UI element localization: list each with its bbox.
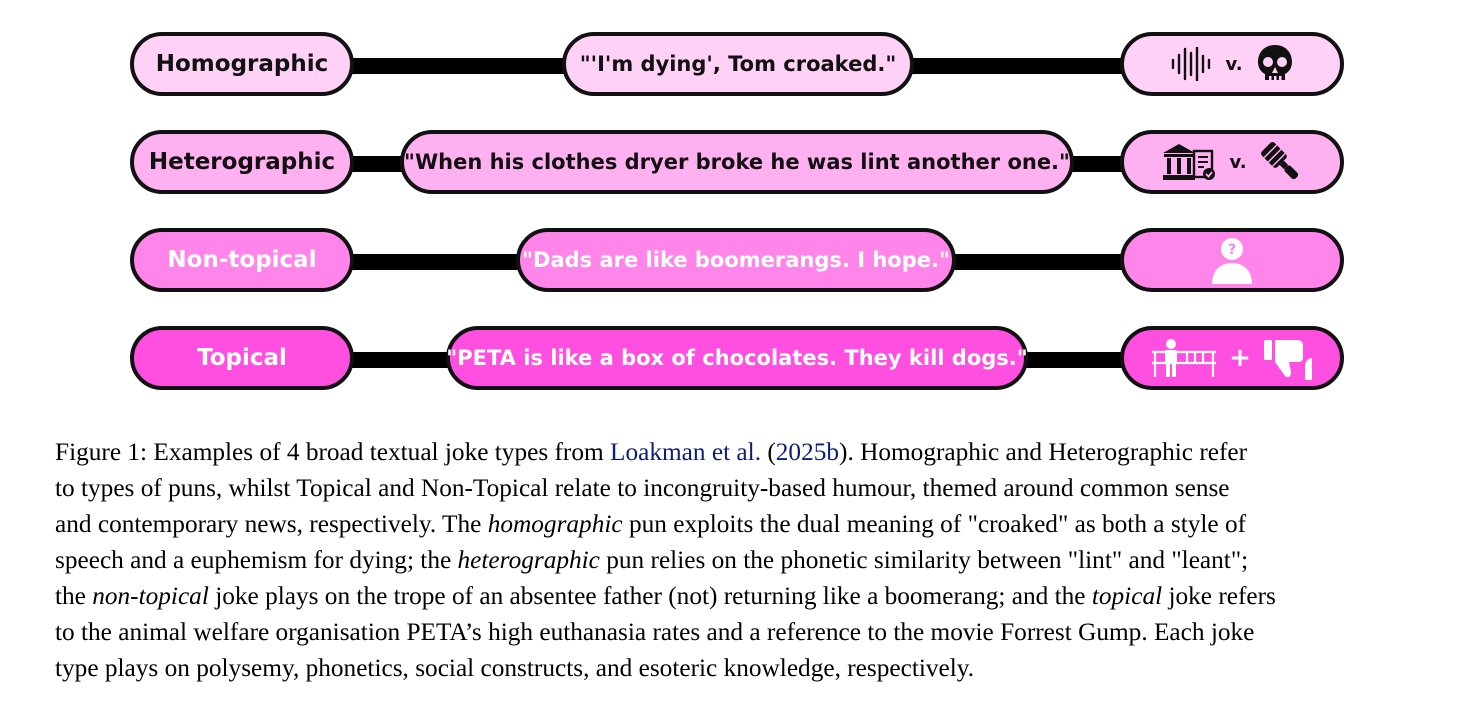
- icons-homographic: [1120, 32, 1344, 96]
- person-on-bench-icon: [1151, 338, 1217, 378]
- bank-loan-document-icon: [1161, 141, 1217, 183]
- figure-caption: [55, 434, 1417, 686]
- example-homographic: "'I'm dying', Tom croaked.": [562, 32, 914, 96]
- caption-line-4: speech and a euphemism for dying; the heterographic pun relies on the phonetic similarity between "lint" and "leant";: [55, 546, 1249, 574]
- lint-roller-icon: [1259, 140, 1303, 184]
- caption-line-7: type plays on polysemy, phonetics, social constructs, and esoteric knowledge, respectively.: [55, 654, 975, 682]
- citation-year-link[interactable]: 2025b: [775, 438, 840, 466]
- icons-non-topical: [1120, 228, 1344, 292]
- caption-line-2: to types of puns, whilst Topical and Non-Topical relate to incongruity-based humour, themed around common sense: [55, 474, 1230, 502]
- versus-label: v.: [1229, 151, 1247, 173]
- example-topical: "PETA is like a box of chocolates. They kill dogs.": [446, 326, 1028, 390]
- caption-line-5: the non-topical joke plays on the trope of an absentee father (not) returning like a boomerang; and the topical joke refers: [55, 582, 1276, 610]
- caption-line-3: and contemporary news, respectively. The homographic pun exploits the dual meaning of "croaked" as both a style of: [55, 510, 1247, 538]
- unknown-person-icon: [1209, 236, 1255, 284]
- row-non-topical: [130, 228, 1344, 298]
- citation-link[interactable]: Loakman et al.: [610, 438, 762, 466]
- versus-label: v.: [1225, 53, 1243, 75]
- row-heterographic: [130, 130, 1344, 200]
- label-topical: Topical: [130, 326, 354, 390]
- sound-wave-icon: [1169, 47, 1213, 81]
- caption-line-1: Figure 1: Examples of 4 broad textual joke types from Loakman et al. (2025b). Homographic and Heterographic refer: [55, 438, 1248, 466]
- caption-line-6: to the animal welfare organisation PETA’s high euthanasia rates and a reference to the movie Forrest Gump. Each joke: [55, 618, 1255, 646]
- label-non-topical: Non-topical: [130, 228, 354, 292]
- label-homographic: Homographic: [130, 32, 354, 96]
- row-topical: [130, 326, 1344, 396]
- thumbs-down-icon: [1263, 336, 1313, 380]
- example-non-topical: "Dads are like boomerangs. I hope.": [516, 228, 956, 292]
- svg-text:?: ?: [1227, 242, 1237, 258]
- skull-icon: [1255, 43, 1295, 85]
- example-heterographic: "When his clothes dryer broke he was lint another one.": [400, 130, 1074, 194]
- icons-topical: [1120, 326, 1344, 390]
- icons-heterographic: [1120, 130, 1344, 194]
- label-heterographic: Heterographic: [130, 130, 354, 194]
- plus-label: +: [1229, 343, 1251, 373]
- row-homographic: [130, 32, 1344, 102]
